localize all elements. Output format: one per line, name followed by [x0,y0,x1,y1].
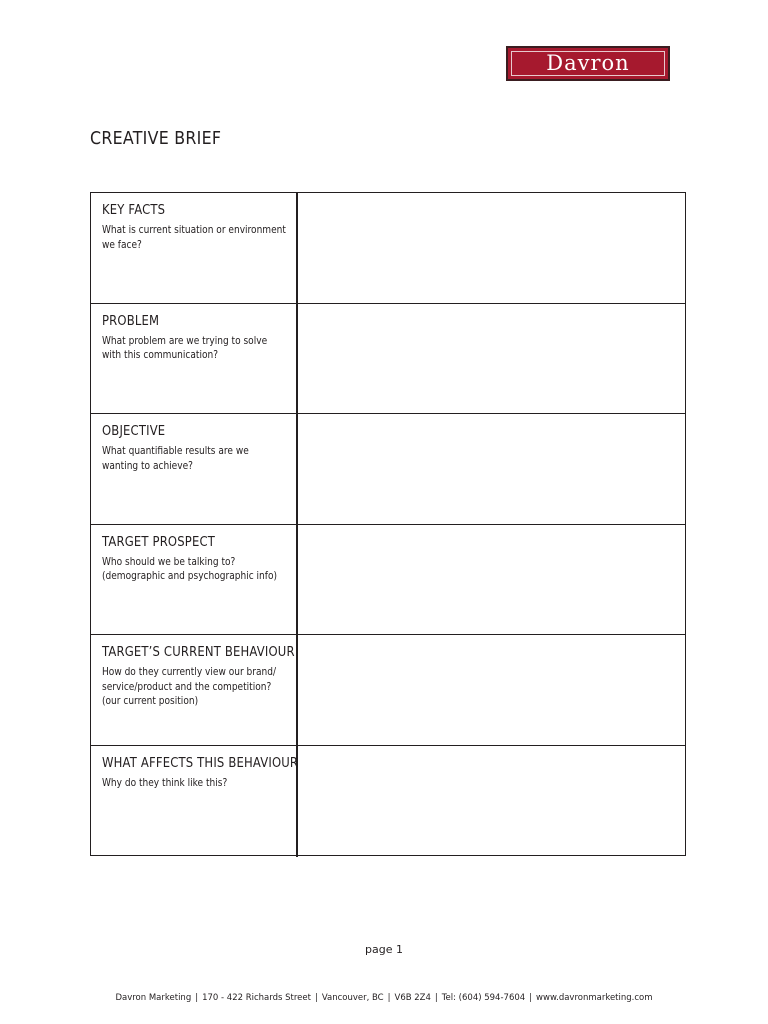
row-targets-current-behaviour [91,635,685,746]
label-cell [91,746,298,857]
answer-cell-targets-current-behaviour[interactable] [298,635,685,745]
page-title: CREATIVE BRIEF [90,128,222,149]
row-question: Who should we be talking to? (demographic and psychographic info) [102,555,277,583]
row-question: What quantifiable results are we wanting to achieve? [102,445,249,472]
label-cell [91,635,298,745]
label-cell [91,193,298,303]
answer-cell-target-prospect[interactable] [298,525,685,635]
footer-separator: | [195,993,199,1003]
row-heading: KEY FACTS [102,202,166,218]
row-heading: PROBLEM [102,312,160,329]
label-cell [91,525,298,635]
answer-cell-key-facts[interactable] [298,193,685,303]
footer-phone: Tel: (604) 594-7604 [441,993,526,1003]
footer-street: 170 - 422 Richards Street [202,993,311,1003]
answer-cell-objective[interactable] [298,414,685,524]
davron-logo [506,46,670,81]
row-problem [91,304,685,415]
footer-separator: | [314,993,318,1003]
page-number: page 1 [365,943,403,956]
footer-company: Davron Marketing [115,993,192,1003]
row-question: What problem are we trying to solve with this communication? [102,334,268,362]
answer-cell-what-affects-this-behaviour[interactable] [298,746,685,857]
label-cell [91,414,298,524]
footer-contact-line [0,993,768,1003]
row-heading: WHAT AFFECTS THIS BEHAVIOUR [102,755,299,771]
row-question: What is current situation or environment we face? [102,224,286,251]
row-key-facts [91,193,685,304]
footer-separator: | [529,993,533,1003]
footer-city: Vancouver, BC [321,993,384,1003]
footer-website: www.davronmarketing.com [536,993,653,1003]
answer-cell-problem[interactable] [298,304,685,414]
row-question: How do they currently view our brand/ service/product and the competition? (our current position) [102,666,277,708]
row-heading: OBJECTIVE [102,423,166,440]
row-what-affects-this-behaviour [91,746,685,857]
row-heading: TARGET’S CURRENT BEHAVIOUR [102,644,295,661]
row-question: Why do they think like this? [102,777,228,789]
footer-postal: V6B 2Z4 [394,993,431,1003]
logo-text: Davron [546,51,630,75]
label-cell [91,304,298,414]
footer-separator: | [387,993,391,1003]
creative-brief-table [90,192,686,856]
footer-separator: | [434,993,438,1003]
row-target-prospect [91,525,685,636]
row-objective [91,414,685,525]
row-heading: TARGET PROSPECT [102,533,216,550]
